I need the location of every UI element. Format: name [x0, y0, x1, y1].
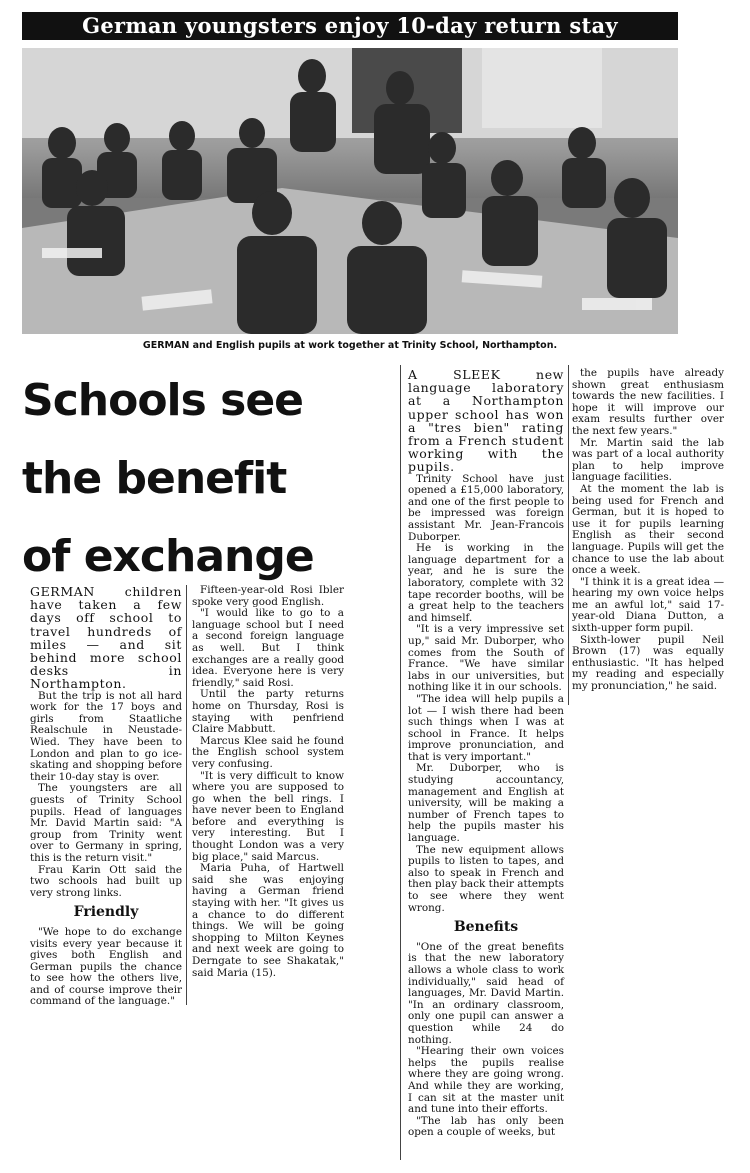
paragraph: Mr. Duborper, who is studying accountancy, management and English at university, will be making a number of French tapes to help the pupils master his language.: [408, 762, 564, 845]
lead-paragraph: GERMAN children have taken a few days off school to travel hundreds of miles — and sit behind more school desks in Northampton.: [30, 584, 182, 692]
paragraph: Maria Puha, of Hartwell said she was enjoying having a German friend staying with her. "It gives us a chance to do different things. We will be going shopping to Milton Keynes and next week are going to Derngate to see Shakatak," said Maria (15).: [192, 862, 344, 979]
paragraph: "Hearing their own voices helps the pupils realise where they are going wrong. And while they are working, I can sit at the master unit and tune into their efforts.: [408, 1045, 564, 1116]
column-divider: [568, 365, 569, 705]
paragraph: Trinity School have just opened a £15,000 laboratory, and one of the first people to be impressed was foreign assistant Mr. Jean-Francois Duborper.: [408, 472, 564, 543]
column-divider: [186, 585, 187, 1005]
paragraph: "We hope to do exchange visits every year because it gives both English and German pupils the chance to see how the others live, and of course improve their command of the language.": [30, 925, 182, 1008]
article-column-2: [192, 585, 344, 979]
photo-caption: GERMAN and English pupils at work together at Trinity School, Northampton.: [142, 340, 558, 351]
article-column-4: [572, 368, 724, 693]
paragraph: He is working in the language department for a year, and he is sure the laboratory, complete with 32 tape recorder booths, will be a great help to the teachers and himself.: [408, 542, 564, 624]
paragraph: Fifteen-year-old Rosi Ibler spoke very good English.: [192, 584, 344, 608]
lead-paragraph: A SLEEK new language laboratory at a Northampton upper school has won a "tres bien" rating from a French student working with the pupils.: [408, 367, 564, 475]
article-column-3: [408, 368, 564, 1139]
paragraph: Marcus Klee said he found the English school system very confusing.: [192, 734, 344, 770]
paragraph: Sixth-lower pupil Neil Brown (17) was equally enthusiastic. "It has helped my reading and especially my pronunciation," he said.: [572, 633, 724, 693]
article-headline: [22, 362, 367, 596]
paragraph: "It is very difficult to know where you are supposed to go when the bell rings. I have never been to England before and everything is very interesting. But I thought London was a very big place," said Marcus.: [192, 769, 344, 863]
headline-line: Schools see: [22, 375, 304, 426]
paragraph: "The idea will help pupils a lot — I wish there had been such things when I was at school in France. It helps improve pronunciation, and that is very important.": [408, 692, 564, 763]
classroom-photo-illustration: [22, 48, 678, 334]
paragraph: "One of the great benefits is that the new laboratory allows a whole class to work individually," said head of languages, Mr. David Martin. "In an ordinary classroom, only one pupil can answer a question while 24 do nothing.: [408, 940, 564, 1046]
headline-line: of exchange: [22, 531, 314, 582]
article-column-1: [30, 585, 182, 1008]
paragraph: the pupils have already shown great enthusiasm towards the new facilities. I hope it will improve our exam results further over the next few years.": [572, 367, 724, 437]
classroom-photo: [22, 48, 678, 334]
paragraph: Until the party returns home on Thursday, Rosi is staying with penfriend Claire Mabbutt.: [192, 688, 344, 736]
column-divider: [400, 365, 401, 1160]
paragraph: The new equipment allows pupils to listen to tapes, and also to speak in French and then play back their attempts to see where they went wrong.: [408, 843, 564, 914]
paragraph: Frau Karin Ott said the two schools had built up very strong links.: [30, 863, 182, 899]
paragraph: But the trip is not all hard work for the 17 boys and girls from Staatliche Realschule in Neustade-Wied. They have been to London and plan to go ice-skating and shopping before their 10-day stay is over.: [30, 689, 182, 783]
paragraph: At the moment the lab is being used for French and German, but it is hoped to use it for pupils learning English as their second language. Pupils will get the chance to use the lab about once a week.: [572, 482, 724, 577]
paragraph: "The lab has only been open a couple of weeks, but: [408, 1114, 564, 1139]
banner-headline: German youngsters enjoy 10-day return stay: [22, 12, 678, 40]
paragraph: Mr. Martin said the lab was part of a local authority plan to help improve language facilities.: [572, 436, 724, 484]
headline-line: the benefit: [22, 453, 287, 504]
subheading: Benefits: [453, 919, 519, 936]
paragraph: The youngsters are all guests of Trinity School pupils. Head of languages Mr. David Martin said: "A group from Trinity went over to Germany in spring, this is the return visit.": [30, 782, 182, 864]
subheading: Friendly: [73, 904, 139, 921]
paragraph: "I think it is a great idea — hearing my own voice helps me an awful lot," said 17-year-old Diana Dutton, a sixth-upper form pupil.: [572, 575, 724, 635]
paragraph: "I would like to go to a language school but I need a second foreign language as well. But I think exchanges are a really good idea. Everyone here is very friendly," said Rosi.: [192, 607, 344, 689]
paragraph: "It is a very impressive set up," said Mr. Duborper, who comes from the South of France. "We have similar labs in our universities, but nothing like it in our schools.: [408, 623, 564, 694]
